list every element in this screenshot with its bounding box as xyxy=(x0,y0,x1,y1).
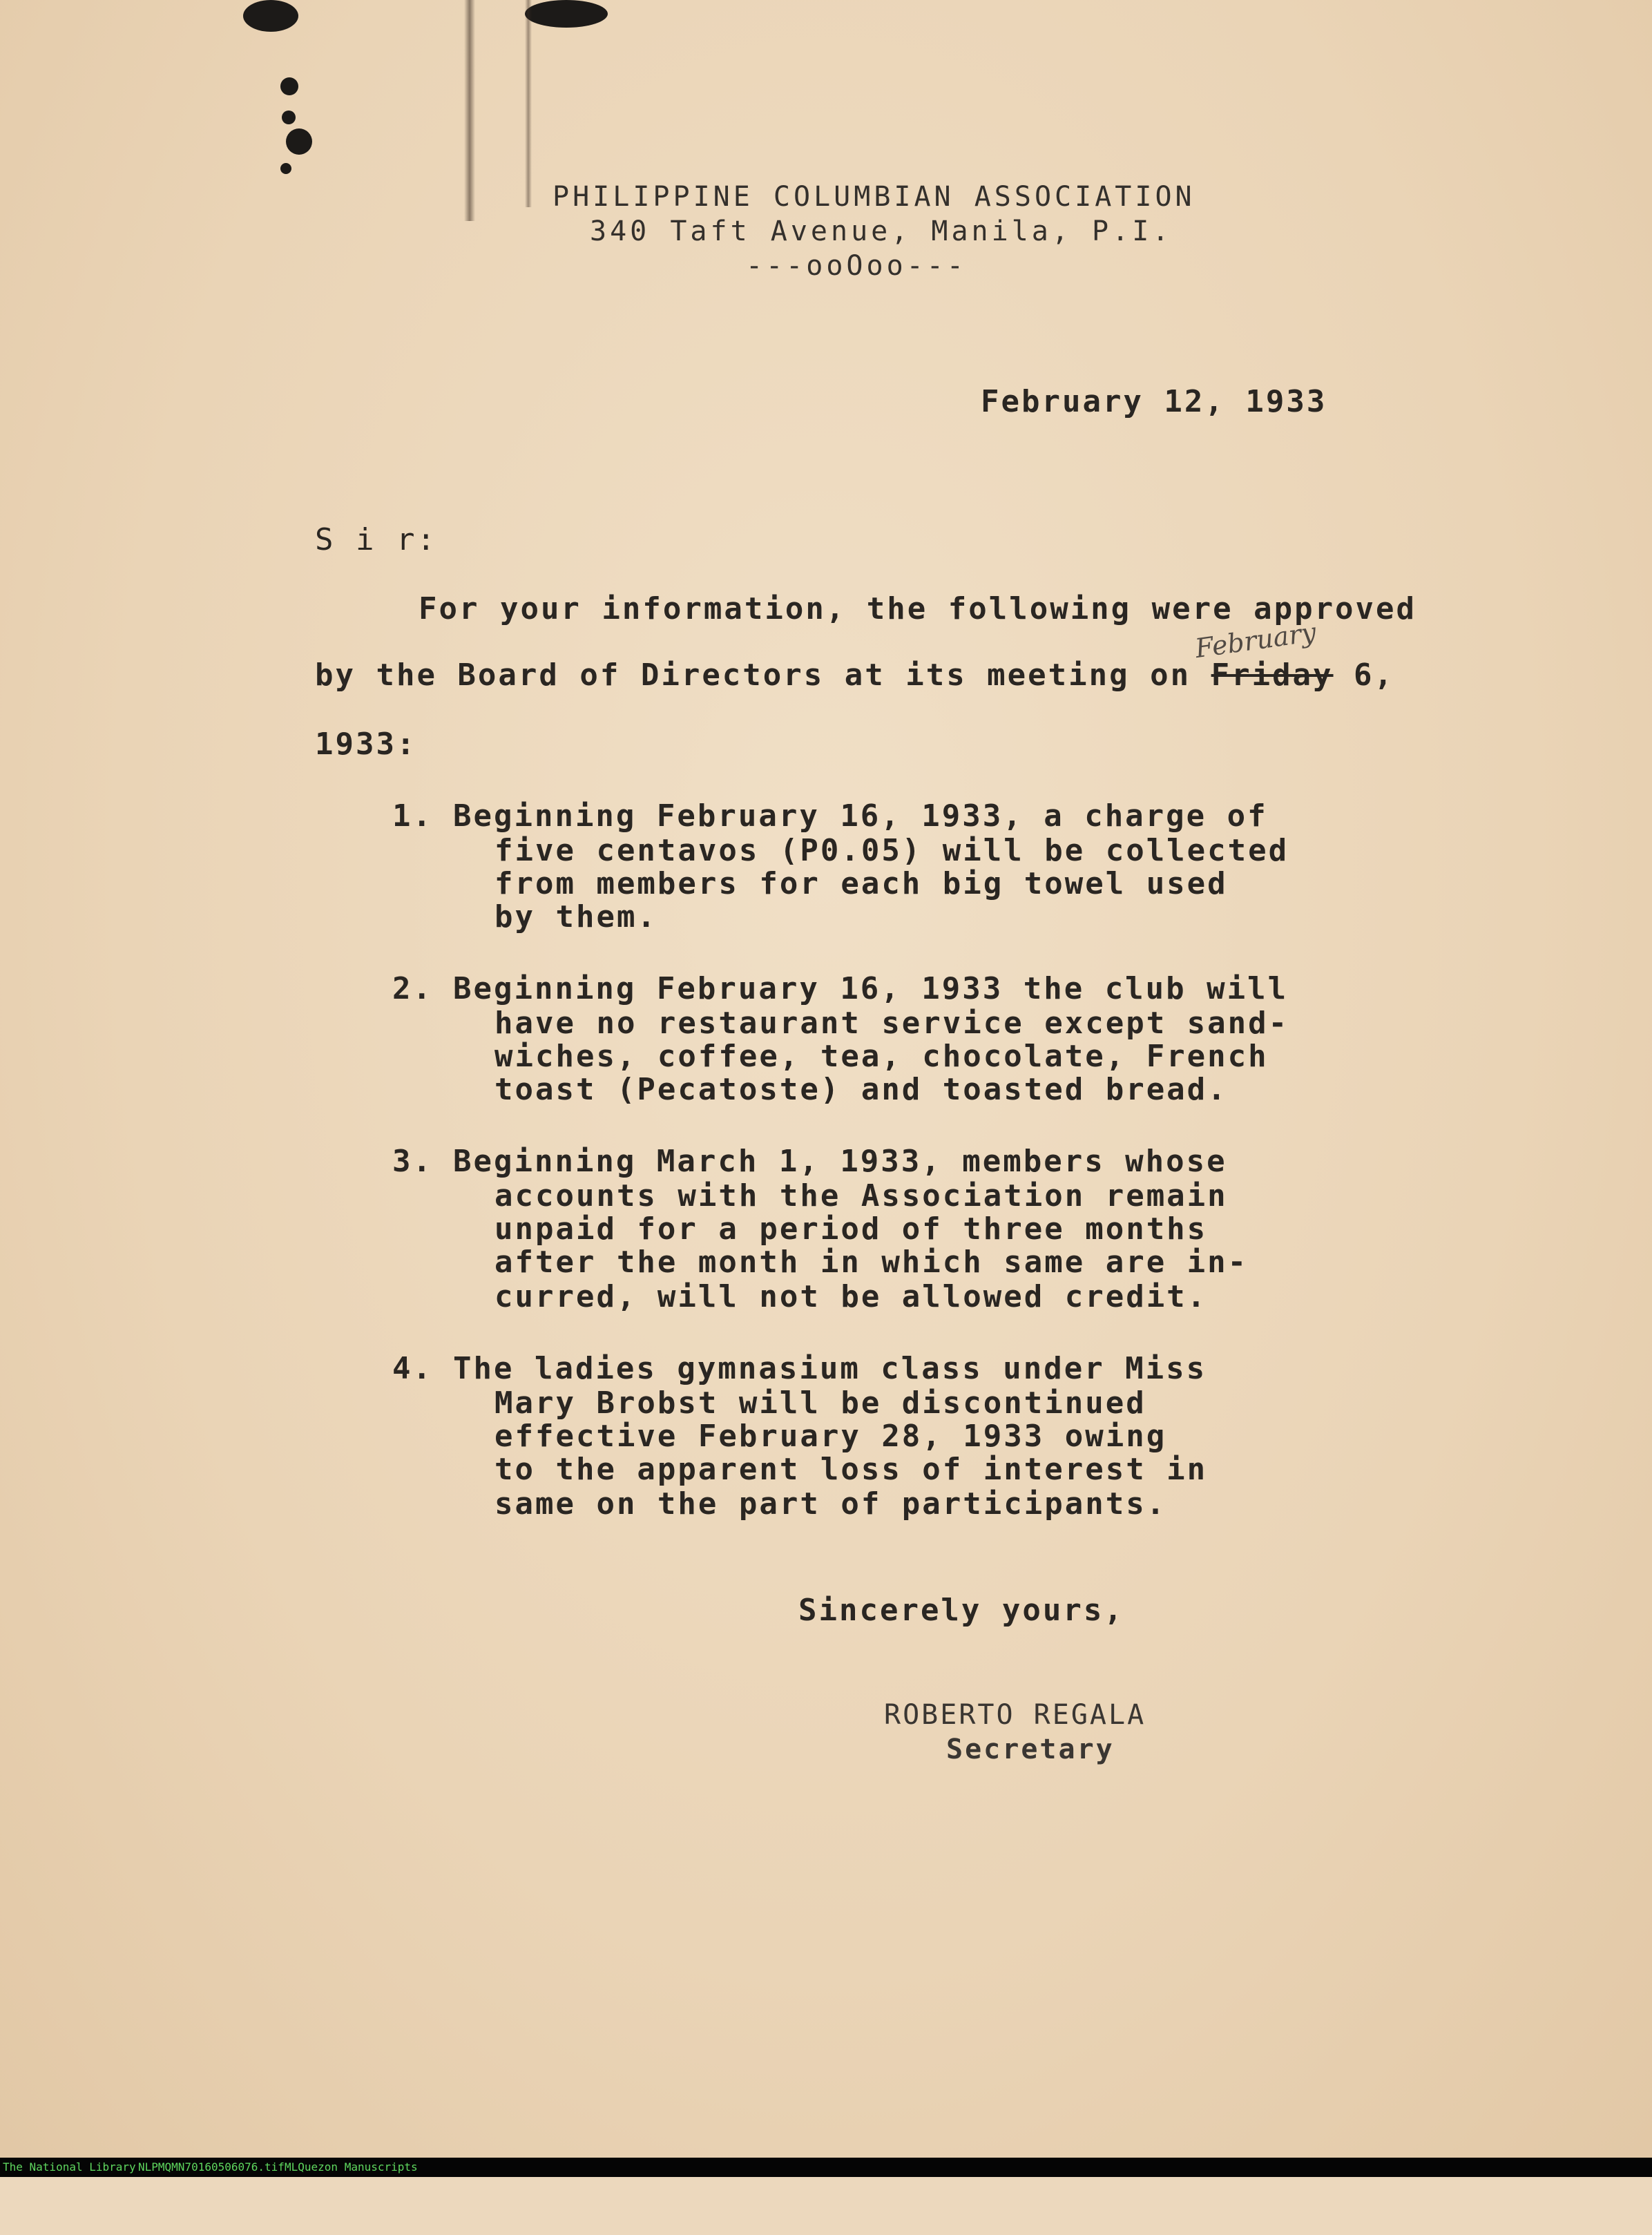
list-item-line: effective February 28, 1933 owing xyxy=(494,1419,1167,1454)
list-item-line: Mary Brobst will be discontinued xyxy=(494,1385,1146,1421)
list-item-line: The ladies gymnasium class under Miss xyxy=(453,1351,1207,1386)
closing: Sincerely yours, xyxy=(798,1593,1124,1628)
list-item-number: 2. xyxy=(392,971,433,1006)
letterhead-ornament: ---ooOoo--- xyxy=(746,250,967,282)
intro-line-2-end: 6, xyxy=(1333,658,1395,693)
list-item-line: after the month in which same are in- xyxy=(494,1245,1249,1280)
paper-crease xyxy=(464,0,475,221)
list-item-line: wiches, coffee, tea, chocolate, French xyxy=(494,1039,1269,1074)
salutation: S i r: xyxy=(315,522,437,557)
footer-collection: MLQuezon Manuscripts xyxy=(285,2160,418,2174)
list-item-line: toast (Pecatoste) and toasted bread. xyxy=(494,1072,1228,1107)
handwritten-correction: February xyxy=(1193,616,1318,664)
paper-crease xyxy=(525,0,532,207)
ink-stain xyxy=(282,111,296,124)
list-item-line: from members for each big towel used xyxy=(494,866,1228,901)
letterhead-organization: PHILIPPINE COLUMBIAN ASSOCIATION xyxy=(553,181,1195,213)
ink-stain xyxy=(280,77,298,95)
ink-stain xyxy=(280,163,291,174)
struck-word: Friday xyxy=(1211,658,1334,693)
list-item-number: 3. xyxy=(392,1144,433,1179)
footer-filename: NLPMQMN70160506076.tif xyxy=(138,2160,285,2174)
list-item-number: 4. xyxy=(392,1351,433,1386)
ink-stain xyxy=(243,0,298,32)
list-item-line: have no restaurant service except sand- xyxy=(494,1006,1289,1041)
scan-footer xyxy=(0,2158,1652,2177)
signatory-name: ROBERTO REGALA xyxy=(884,1699,1146,1731)
intro-line-2 xyxy=(315,658,1394,693)
list-item-line: accounts with the Association remain xyxy=(494,1178,1228,1214)
ink-stain xyxy=(525,0,608,28)
signatory-title: Secretary xyxy=(946,1734,1115,1765)
letter-date: February 12, 1933 xyxy=(981,384,1327,419)
list-item-line: same on the part of participants. xyxy=(494,1486,1167,1522)
ink-stain xyxy=(286,128,312,155)
list-item-line: Beginning February 16, 1933, a charge of xyxy=(453,798,1268,834)
intro-line-2-start: by the Board of Directors at its meeting on xyxy=(315,658,1191,693)
intro-line-3: 1933: xyxy=(315,727,417,762)
list-item-line: Beginning February 16, 1933 the club will xyxy=(453,971,1289,1006)
intro-line-1: For your information, the following were approved xyxy=(419,591,1417,626)
list-item-line: to the apparent loss of interest in xyxy=(494,1452,1208,1487)
list-item-line: curred, will not be allowed credit. xyxy=(494,1279,1208,1314)
letterhead-address: 340 Taft Avenue, Manila, P.I. xyxy=(590,215,1173,247)
list-item-line: five centavos (P0.05) will be collected xyxy=(494,833,1289,868)
list-item-number: 1. xyxy=(392,798,433,834)
list-item-line: unpaid for a period of three months xyxy=(494,1211,1208,1247)
list-item-line: by them. xyxy=(494,899,657,934)
list-item-line: Beginning March 1, 1933, members whose xyxy=(453,1144,1227,1179)
footer-library: The National Library xyxy=(3,2160,136,2174)
